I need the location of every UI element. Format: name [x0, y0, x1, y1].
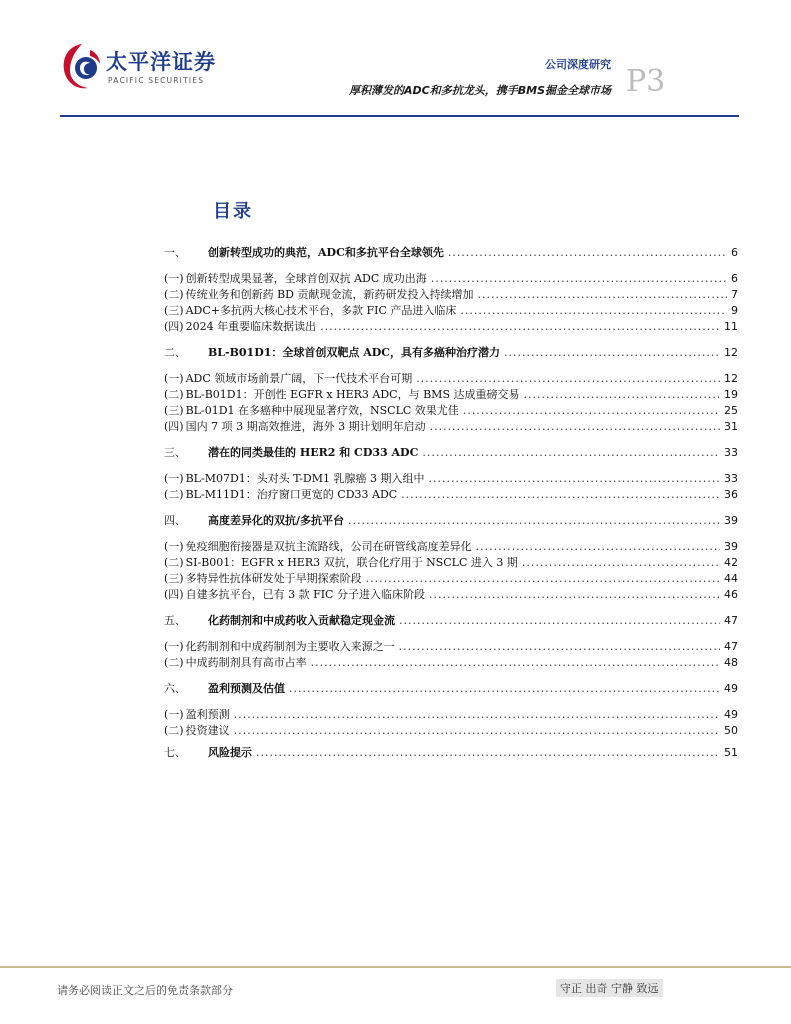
toc-entry-title: 自建多抗平台，已有 3 款 FIC 分子进入临床阶段	[185, 588, 425, 601]
toc-entry-title: BL-M11D1：治疗窗口更宽的 CD33 ADC	[185, 488, 398, 501]
footer-divider	[0, 966, 791, 968]
toc-entry-page: 42	[724, 556, 738, 569]
toc-leader-dots	[504, 346, 720, 360]
toc-entry-page: 12	[724, 372, 738, 385]
toc-entry-title: 投资建议	[185, 724, 230, 737]
toc-leader-dots	[399, 640, 720, 654]
toc-entry-page: 39	[724, 514, 738, 527]
toc-entry-number: (一)	[164, 372, 184, 385]
toc-entry-page: 47	[724, 614, 738, 627]
toc-entry-title: 传统业务和创新药 BD 贡献现金流，新药研发投入持续增加	[185, 288, 474, 301]
toc-entry-page: 47	[724, 640, 738, 653]
logo-chinese-name: 太平洋证券	[106, 50, 216, 74]
toc-entry-page: 51	[724, 746, 738, 759]
toc-entry-title: 高度差异化的双抗/多抗平台	[208, 514, 345, 527]
toc-section-entry[interactable]	[164, 680, 738, 696]
toc-entry-number: (二)	[164, 388, 184, 401]
toc-leader-dots	[460, 304, 727, 318]
toc-subsection-entry[interactable]	[164, 470, 738, 486]
toc-entry-number: (一)	[164, 540, 184, 553]
toc-subsection-entry[interactable]	[164, 554, 738, 570]
toc-leader-dots	[522, 556, 720, 570]
toc-subsection-entry[interactable]	[164, 318, 738, 334]
toc-leader-dots	[256, 746, 720, 760]
toc-entry-number: 一、	[164, 246, 186, 259]
toc-entry-page: 50	[724, 724, 738, 737]
toc-leader-dots	[348, 514, 720, 528]
toc-leader-dots	[234, 724, 720, 738]
toc-entry-page: 33	[724, 472, 738, 485]
toc-entry-number: 四、	[164, 514, 186, 527]
toc-entry-title: SI-B001：EGFR x HER3 双抗，联合化疗用于 NSCLC 进入 3 期	[185, 556, 518, 569]
toc-subsection-entry[interactable]	[164, 302, 738, 318]
toc-entry-page: 48	[724, 656, 738, 669]
toc-subsection-entry[interactable]	[164, 270, 738, 286]
toc-leader-dots	[448, 246, 727, 260]
toc-subsection-entry[interactable]	[164, 570, 738, 586]
toc-leader-dots	[401, 488, 720, 502]
company-logo	[60, 40, 216, 92]
toc-subsection-entry[interactable]	[164, 370, 738, 386]
toc-leader-dots	[463, 404, 720, 418]
toc-entry-number: (一)	[164, 272, 184, 285]
toc-entry-number: 三、	[164, 446, 186, 459]
toc-entry-title: 国内 7 项 3 期高效推进，海外 3 期计划明年启动	[185, 420, 426, 433]
toc-subsection-entry[interactable]	[164, 418, 738, 434]
toc-subsection-entry[interactable]	[164, 386, 738, 402]
toc-entry-page: 6	[731, 272, 738, 285]
toc-leader-dots	[523, 388, 720, 402]
toc-leader-dots	[399, 614, 720, 628]
toc-entry-page: 6	[731, 246, 738, 259]
toc-entry-title: BL-M07D1：头对头 T-DM1 乳腺癌 3 期入组中	[185, 472, 425, 485]
toc-leader-dots	[416, 372, 720, 386]
toc-entry-title: 创新转型成功的典范，ADC和多抗平台全球领先	[208, 246, 444, 259]
toc-entry-title: 多特异性抗体研发处于早期探索阶段	[185, 572, 362, 585]
toc-subsection-entry[interactable]	[164, 486, 738, 502]
toc-entry-page: 12	[724, 346, 738, 359]
toc-leader-dots	[478, 288, 728, 302]
toc-section-entry[interactable]	[164, 244, 738, 260]
toc-entry-number: (三)	[164, 404, 184, 417]
toc-entry-number: (二)	[164, 656, 184, 669]
toc-entry-number: (三)	[164, 572, 184, 585]
toc-section-entry[interactable]	[164, 744, 738, 760]
toc-subsection-entry[interactable]	[164, 538, 738, 554]
toc-entry-page: 46	[724, 588, 738, 601]
toc-leader-dots	[429, 588, 720, 602]
toc-entry-page: 7	[731, 288, 738, 301]
toc-entry-page: 49	[724, 708, 738, 721]
report-type: 公司深度研究	[545, 58, 611, 71]
toc-heading: 目录	[213, 201, 253, 222]
toc-entry-title: ADC+多抗两大核心技术平台，多款 FIC 产品进入临床	[185, 304, 457, 317]
toc-leader-dots	[430, 420, 720, 434]
footer-motto: 守正 出奇 宁静 致远	[556, 979, 663, 997]
logo-english-name: PACIFIC SECURITIES	[108, 76, 205, 85]
toc-entry-title: 免疫细胞衔接器是双抗主流路线，公司在研管线高度差异化	[185, 540, 472, 553]
pacific-logo-icon	[60, 40, 104, 92]
toc-entry-number: 二、	[164, 346, 186, 359]
toc-entry-number: 五、	[164, 614, 186, 627]
toc-entry-number: (四)	[164, 588, 184, 601]
toc-leader-dots	[289, 682, 720, 696]
toc-entry-title: 中成药制剂具有高市占率	[185, 656, 307, 669]
toc-leader-dots	[431, 272, 727, 286]
toc-entry-number: (四)	[164, 420, 184, 433]
toc-entry-title: BL-B01D1：全球首创双靶点 ADC，具有多癌种治疗潜力	[208, 346, 501, 359]
toc-entry-title: 风险提示	[208, 746, 252, 759]
footer-disclaimer: 请务必阅读正文之后的免责条款部分	[57, 984, 233, 997]
toc-entry-title: 盈利预测及估值	[208, 682, 285, 695]
toc-entry-page: 39	[724, 540, 738, 553]
toc-entry-page: 33	[724, 446, 738, 459]
toc-entry-number: 六、	[164, 682, 186, 695]
toc-entry-page: 19	[724, 388, 738, 401]
toc-entry-number: (二)	[164, 488, 184, 501]
toc-leader-dots	[320, 320, 720, 334]
toc-entry-number: (二)	[164, 556, 184, 569]
toc-entry-number: (一)	[164, 640, 184, 653]
toc-entry-number: (二)	[164, 288, 184, 301]
toc-entry-page: 49	[724, 682, 738, 695]
page-number: P3	[626, 64, 666, 99]
toc-subsection-entry[interactable]	[164, 654, 738, 670]
toc-entry-title: 盈利预测	[185, 708, 230, 721]
toc-entry-title: BL-01D1 在多癌种中展现显著疗效，NSCLC 效果尤佳	[185, 404, 459, 417]
report-title: 厚积薄发的ADC和多抗龙头，携手BMS掘金全球市场	[349, 84, 611, 97]
toc-leader-dots	[234, 708, 720, 722]
toc-entry-number: (四)	[164, 320, 184, 333]
toc-entry-number: 七、	[164, 746, 186, 759]
toc-subsection-entry[interactable]	[164, 402, 738, 418]
toc-section-entry[interactable]	[164, 444, 738, 460]
toc-entry-page: 31	[724, 420, 738, 433]
toc-entry-page: 25	[724, 404, 738, 417]
toc-section-entry[interactable]	[164, 512, 738, 528]
toc-entry-title: BL-B01D1：开创性 EGFR x HER3 ADC，与 BMS 达成重磅交易	[185, 388, 520, 401]
toc-subsection-entry[interactable]	[164, 638, 738, 654]
toc-entry-page: 11	[724, 320, 738, 333]
toc-entry-title: ADC 领域市场前景广阔，下一代技术平台可期	[185, 372, 413, 385]
toc-subsection-entry[interactable]	[164, 706, 738, 722]
toc-entry-title: 化药制剂和中成药制剂为主要收入来源之一	[185, 640, 395, 653]
toc-entry-number: (一)	[164, 472, 184, 485]
toc-subsection-entry[interactable]	[164, 586, 738, 602]
toc-entry-number: (三)	[164, 304, 184, 317]
header-divider	[60, 115, 739, 117]
toc-entry-title: 2024 年重要临床数据读出	[185, 320, 317, 333]
toc-entry-number: (一)	[164, 708, 184, 721]
toc-section-entry[interactable]	[164, 344, 738, 360]
toc-leader-dots	[422, 446, 720, 460]
toc-subsection-entry[interactable]	[164, 286, 738, 302]
toc-entry-title: 潜在的同类最佳的 HER2 和 CD33 ADC	[208, 446, 419, 459]
toc-entry-number: (二)	[164, 724, 184, 737]
toc-entry-page: 36	[724, 488, 738, 501]
toc-entry-title: 化药制剂和中成药收入贡献稳定现金流	[208, 614, 395, 627]
toc-entry-page: 44	[724, 572, 738, 585]
toc-entry-title: 创新转型成果显著，全球首创双抗 ADC 成功出海	[185, 272, 427, 285]
toc-leader-dots	[476, 540, 720, 554]
toc-entry-page: 9	[731, 304, 738, 317]
toc-section-entry[interactable]	[164, 612, 738, 628]
toc-leader-dots	[311, 656, 720, 670]
toc-subsection-entry[interactable]	[164, 722, 738, 738]
toc-leader-dots	[366, 572, 720, 586]
toc-leader-dots	[428, 472, 720, 486]
